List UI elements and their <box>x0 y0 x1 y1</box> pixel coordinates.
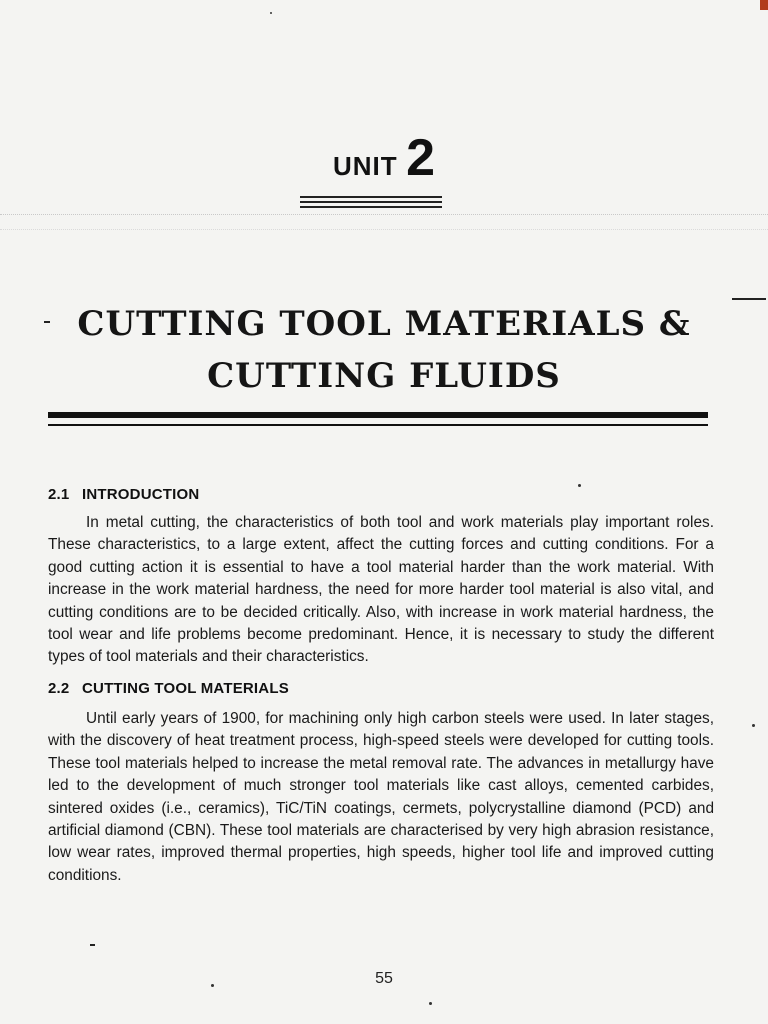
chapter-title-line-1: CUTTING TOOL MATERIALS & <box>77 304 691 344</box>
page-edge-mark <box>760 0 768 10</box>
unit-underline-middle <box>300 201 442 203</box>
unit-heading <box>0 128 768 188</box>
scan-speck <box>270 12 272 14</box>
title-rule-thick <box>48 412 708 418</box>
title-rule-thin <box>48 424 708 426</box>
section-title: CUTTING TOOL MATERIALS <box>82 680 289 697</box>
section-title: INTRODUCTION <box>82 486 200 503</box>
faint-scan-line <box>0 229 768 230</box>
paragraph: Until early years of 1900, for machining only high carbon steels were used. In later stages, with the discovery of heat treatment process, high-speed steels were developed for cutting tools. These tool materials helped to increase the metal removal rate. The advances in metallurgy have led to the development of much stronger tool materials like cast alloys, cemented carbides, sintered oxides (i.e., ceramics), TiC/TiN coatings, cermets, polycrystalline diamond (PCD) and artificial diamond (CBN). These tool materials are characterised by very high abrasion resistance, low wear rates, improved thermal properties, high speeds, higher tool life and improved cutting conditions. <box>48 710 714 884</box>
paragraph: In metal cutting, the characteristics of both tool and work materials play important roles. These characteristics, to a large extent, affect the cutting forces and cutting conditions. For a good cutting action it is essential to have a tool material harder than the work material. With increase in the work material hardness, the need for more harder tool material is also vital, and cutting conditions are to be decided critically. Also, with increase in work material hardness, the tool wear and life problems become predominant. Hence, it is necessary to study the different types of tool materials and their characteristics. <box>48 514 714 666</box>
section-body-cutting-tool-materials <box>48 708 714 887</box>
page-number: 55 <box>375 970 393 987</box>
unit-underline-bottom <box>300 206 442 208</box>
section-body-introduction <box>48 512 714 669</box>
section-number: 2.1 <box>48 486 70 503</box>
scan-speck <box>429 1002 432 1005</box>
unit-number: 2 <box>406 129 436 187</box>
unit-underline-top <box>300 196 442 198</box>
chapter-title-line-2: CUTTING FLUIDS <box>207 356 561 396</box>
section-number: 2.2 <box>48 680 70 697</box>
section-heading-cutting-tool-materials <box>48 680 289 697</box>
unit-label: UNIT <box>332 151 398 181</box>
section-heading-introduction <box>48 486 199 503</box>
scan-speck <box>578 484 581 487</box>
chapter-title <box>0 298 768 402</box>
stray-mark <box>90 944 95 946</box>
scan-speck <box>752 724 755 727</box>
faint-scan-line <box>0 214 768 215</box>
